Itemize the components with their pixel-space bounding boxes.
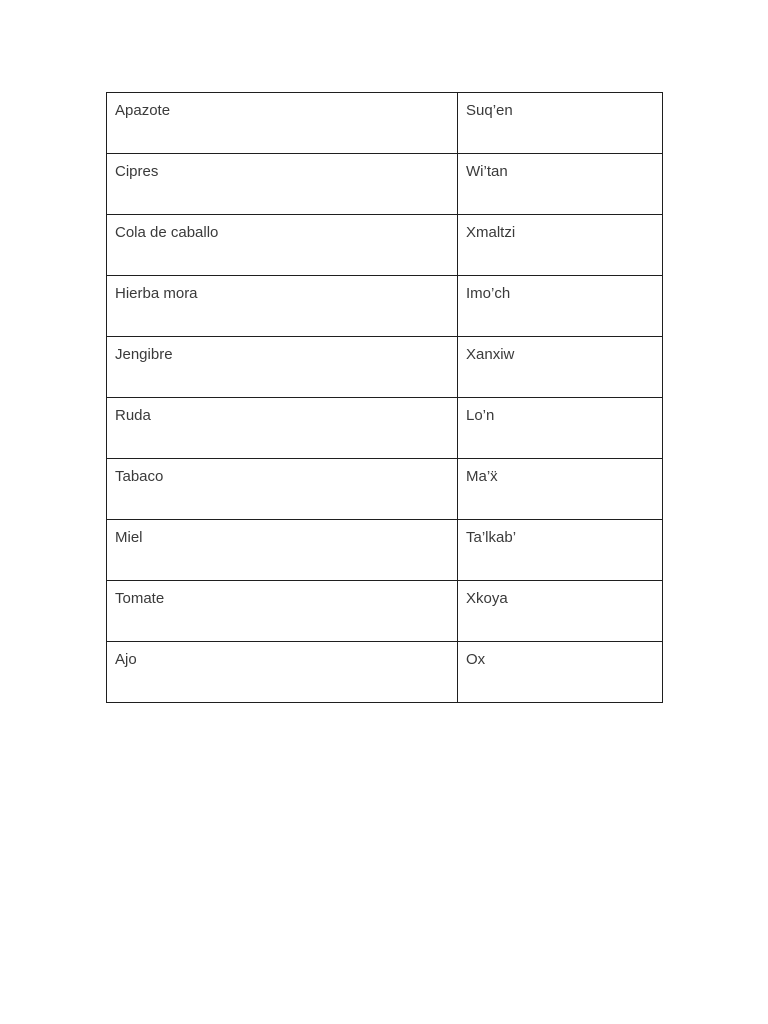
spanish-cell [107,154,458,215]
mam-cell [458,398,663,459]
spanish-term: Ruda [115,407,151,424]
table-row [107,276,663,337]
mam-cell [458,459,663,520]
mam-term: Ox [466,651,486,668]
mam-term: Xanxiw [466,346,515,363]
spanish-term: Cola de caballo [115,224,219,241]
spanish-cell [107,215,458,276]
spanish-term: Tomate [115,590,165,607]
vocabulary-table [106,92,663,703]
spanish-term: Ajo [115,651,137,668]
table-row [107,154,663,215]
mam-cell [458,337,663,398]
table-row [107,520,663,581]
mam-cell [458,276,663,337]
spanish-term: Jengibre [115,346,173,363]
mam-cell [458,520,663,581]
spanish-term: Tabaco [115,468,164,485]
spanish-cell [107,93,458,154]
mam-term: Ma’ẍ [466,468,498,485]
spanish-term: Cipres [115,163,159,180]
table-row [107,337,663,398]
table-row [107,398,663,459]
spanish-cell [107,581,458,642]
mam-term: Ta’lkab’ [466,529,517,546]
mam-term: Xmaltzi [466,224,516,241]
spanish-cell [107,642,458,703]
mam-term: Imo’ch [466,285,511,302]
spanish-cell [107,276,458,337]
mam-cell [458,215,663,276]
table-row [107,93,663,154]
mam-term: Xkoya [466,590,508,607]
mam-term: Wi’tan [466,163,508,180]
mam-term: Lo’n [466,407,495,424]
spanish-cell [107,398,458,459]
table-row [107,581,663,642]
table-row [107,642,663,703]
spanish-term: Miel [115,529,143,546]
mam-cell [458,93,663,154]
spanish-term: Apazote [115,102,171,119]
spanish-cell [107,337,458,398]
table-row [107,215,663,276]
mam-cell [458,581,663,642]
mam-cell [458,154,663,215]
mam-term: Suq’en [466,102,513,119]
table-row [107,459,663,520]
spanish-cell [107,459,458,520]
mam-cell [458,642,663,703]
spanish-cell [107,520,458,581]
spanish-term: Hierba mora [115,285,198,302]
